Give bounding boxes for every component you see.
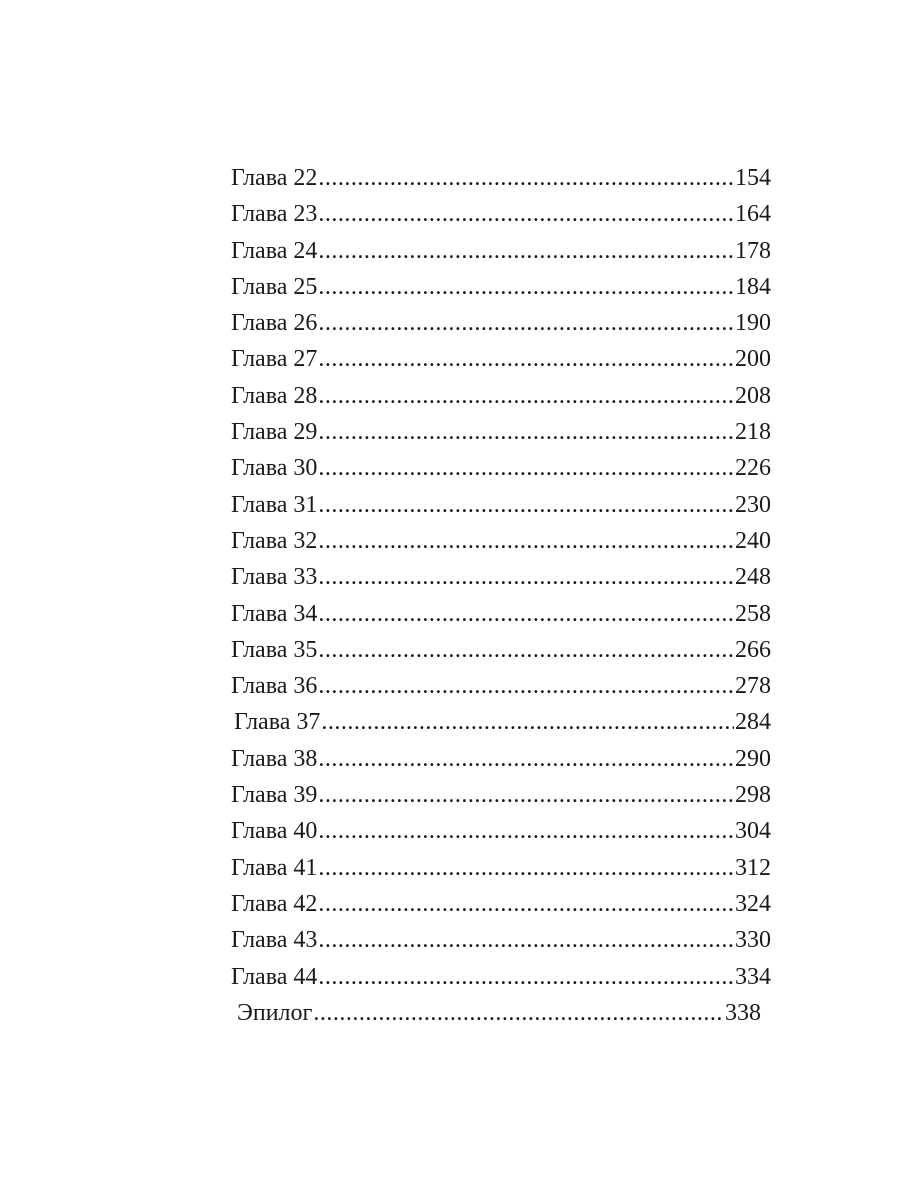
toc-entry-chapter-42 [231,886,771,922]
toc-entry-label: Глава 28 [231,382,318,409]
toc-entry-page: 230 [735,491,771,518]
dot-leader [318,850,734,886]
toc-entry-chapter-36 [231,668,771,704]
toc-entry-label: Глава 23 [231,201,318,228]
toc-entry-chapter-27 [231,341,771,377]
dot-leader [318,305,734,341]
toc-entry-chapter-31 [231,487,771,523]
toc-entry-chapter-38 [231,741,771,777]
dot-leader [318,668,734,704]
toc-entry-chapter-33 [231,559,771,595]
toc-entry-chapter-29 [231,414,771,450]
toc-entry-page: 298 [735,782,771,809]
toc-entry-page: 226 [735,455,771,482]
toc-entry-page: 154 [735,165,771,191]
dot-leader [321,704,734,740]
toc-entry-label: Глава 38 [231,745,318,772]
toc-entry-label: Глава 29 [231,419,318,446]
toc-entry-label: Глава 31 [231,491,318,518]
toc-entry-chapter-24 [231,233,771,269]
toc-entry-chapter-43 [231,922,771,958]
dot-leader [318,886,734,922]
dot-leader [318,160,734,196]
toc-entry-label: Глава 39 [231,782,318,809]
toc-entry-label: Глава 27 [231,346,318,373]
toc-entry-chapter-41 [231,850,771,886]
dot-leader [318,341,734,377]
dot-leader [318,378,734,414]
toc-entry-epilogue [231,995,761,1031]
dot-leader [318,487,734,523]
toc-entry-chapter-22 [231,160,771,196]
toc-entry-label: Глава 40 [231,818,318,845]
dot-leader [313,995,724,1031]
dot-leader [318,233,734,269]
toc-entry-page: 330 [735,927,771,954]
toc-entry-label: Глава 37 [234,709,321,736]
dot-leader [318,777,734,813]
toc-entry-label: Глава 22 [231,165,318,191]
toc-entry-page: 324 [735,890,771,917]
toc-entry-label: Глава 26 [231,310,318,337]
toc-entry-page: 284 [735,709,771,736]
dot-leader [318,523,734,559]
toc-entry-page: 164 [735,201,771,228]
toc-entry-label: Глава 25 [231,273,318,300]
toc-entry-chapter-28 [231,378,771,414]
toc-entry-label: Глава 41 [231,854,318,881]
toc-entry-page: 304 [735,818,771,845]
toc-entry-label: Глава 42 [231,890,318,917]
toc-entry-chapter-25 [231,269,771,305]
toc-entry-page: 248 [735,564,771,591]
dot-leader [318,632,734,668]
toc-entry-chapter-37 [231,704,771,740]
toc-entry-page: 218 [735,419,771,446]
toc-entry-label: Глава 30 [231,455,318,482]
toc-entry-page: 278 [735,673,771,700]
toc-entry-label: Глава 24 [231,237,318,264]
dot-leader [318,450,734,486]
toc-entry-page: 266 [735,636,771,663]
toc-entry-chapter-35 [231,632,771,668]
toc-entry-label: Глава 35 [231,636,318,663]
toc-entry-page: 184 [735,273,771,300]
toc-entry-chapter-30 [231,450,771,486]
dot-leader [318,959,734,995]
toc-entry-page: 338 [725,999,761,1026]
dot-leader [318,269,734,305]
toc-entry-label: Эпилог [237,999,313,1026]
dot-leader [318,559,734,595]
dot-leader [318,741,734,777]
toc-entry-chapter-23 [231,196,771,232]
toc-entry-label: Глава 43 [231,927,318,954]
toc-entry-chapter-39 [231,777,771,813]
toc-entry-page: 200 [735,346,771,373]
toc-entry-page: 190 [735,310,771,337]
toc-entry-label: Глава 33 [231,564,318,591]
dot-leader [318,813,734,849]
toc-entry-page: 290 [735,745,771,772]
table-of-contents [231,160,771,1031]
toc-entry-label: Глава 36 [231,673,318,700]
toc-entry-page: 258 [735,600,771,627]
toc-entry-page: 208 [735,382,771,409]
toc-entry-page: 178 [735,237,771,264]
dot-leader [318,414,734,450]
toc-entry-label: Глава 32 [231,527,318,554]
toc-entry-page: 240 [735,527,771,554]
toc-entry-chapter-44 [231,959,771,995]
toc-entry-chapter-32 [231,523,771,559]
toc-entry-label: Глава 34 [231,600,318,627]
dot-leader [318,922,734,958]
dot-leader [318,596,734,632]
toc-entry-page: 334 [735,963,771,990]
toc-entry-chapter-34 [231,596,771,632]
toc-entry-label: Глава 44 [231,963,318,990]
toc-entry-chapter-40 [231,813,771,849]
toc-entry-page: 312 [735,854,771,881]
toc-entry-chapter-26 [231,305,771,341]
dot-leader [318,196,734,232]
